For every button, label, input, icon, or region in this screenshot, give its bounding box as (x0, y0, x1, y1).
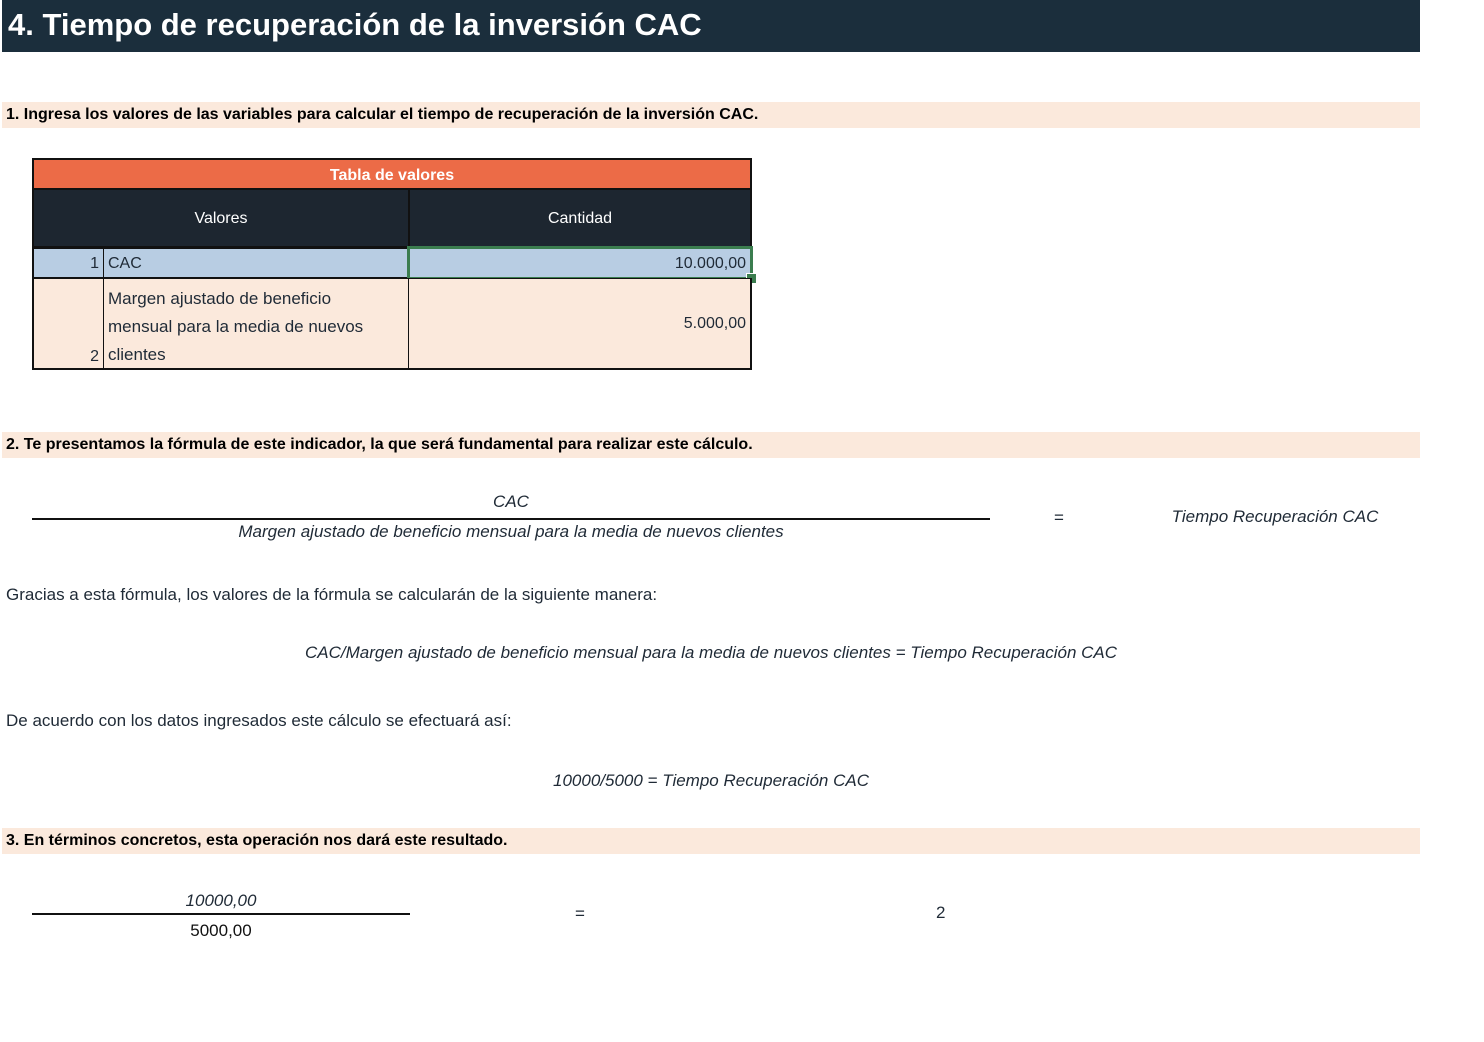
result-equals: = (575, 904, 585, 923)
formula-numerator: CAC (493, 492, 529, 511)
column-header-values: Valores (32, 188, 410, 248)
result-fraction-line (32, 913, 410, 915)
values-table (32, 158, 752, 370)
row-2-label-line: Margen ajustado de beneficio (108, 289, 332, 308)
formula-equals: = (1054, 508, 1064, 527)
section-1-header: 1. Ingresa los valores de las variables para calcular el tiempo de recuperación de la inversión CAC. (2, 102, 1420, 128)
formula-inline: CAC/Margen ajustado de beneficio mensual para la media de nuevos clientes = Tiempo Recuperación CAC (304, 643, 1118, 662)
section-3-header: 3. En términos concretos, esta operación nos dará este resultado. (2, 828, 1420, 854)
data-formula-inline: 10000/5000 = Tiempo Recuperación CAC (553, 771, 869, 790)
table-title: Tabla de valores (32, 158, 752, 190)
formula-result: Tiempo Recuperación CAC (1171, 507, 1379, 526)
result-denominator: 5000,00 (190, 921, 252, 940)
row-2-number-cell (32, 278, 104, 370)
row-2-label (103, 278, 409, 370)
page-title: 4. Tiempo de recuperación de la inversión CAC (2, 0, 1420, 52)
section-2-header: 2. Te presentamos la fórmula de este indicador, la que será fundamental para realizar este cálculo. (2, 432, 1420, 458)
row-2-label-line: mensual para la media de nuevos (108, 317, 364, 336)
result-value: 2 (936, 903, 946, 922)
row-2-number: 2 (90, 348, 99, 365)
margin-value-cell[interactable]: 5.000,00 (408, 278, 752, 370)
row-2-label-line: clientes (108, 345, 166, 364)
cell-selection-border (407, 246, 753, 280)
explanation-intro: Gracias a esta fórmula, los valores de la fórmula se calcularán de la siguiente manera: (6, 585, 658, 604)
cac-value-cell[interactable]: 10.000,00 (408, 248, 752, 278)
row-1-number: 1 (32, 248, 104, 278)
result-numerator: 10000,00 (185, 891, 257, 910)
formula-denominator: Margen ajustado de beneficio mensual para la media de nuevos clientes (238, 522, 784, 541)
data-intro: De acuerdo con los datos ingresados este cálculo se efectuará así: (6, 711, 512, 730)
formula-fraction-line (32, 518, 990, 520)
row-1-label: CAC (103, 248, 409, 278)
column-header-quantity: Cantidad (408, 188, 752, 248)
